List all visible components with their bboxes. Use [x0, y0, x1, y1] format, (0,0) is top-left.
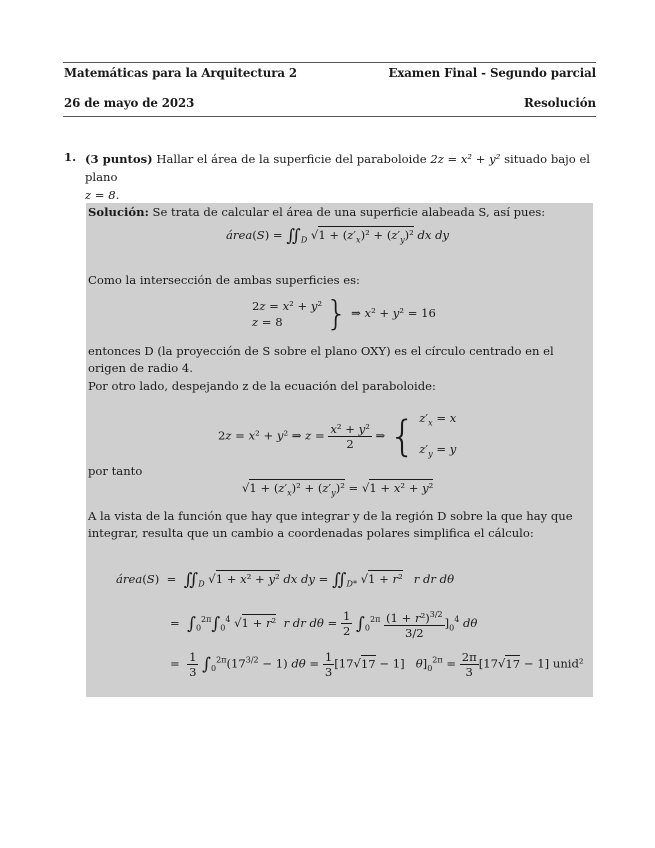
- polar-step-1: área(S) = $∬_D$ √1 + x² + y² dx dy = $∬_{D*}$ √1 + r² r dr dθ: [116, 570, 455, 590]
- exam-title: Examen Final - Segundo parcial: [388, 66, 596, 80]
- polar-text: A la vista de la función que hay que integrar y de la región D sobre la que hay que integrar, resulta que un cambio a coordenadas polares simplifica el cálculo:: [88, 509, 573, 540]
- intersection-text: Como la intersección de ambas superficies es:: [88, 273, 360, 287]
- polar-step-2: = $\int_0^{2\pi}\int_0^4$ √1 + r² r dr dθ = $\frac{1}{2}$ $\int_0^{2\pi}$ $\frac{(1 + r^2)^{3/2}}{3/2}$ ]$_0^4$ dθ: [170, 609, 478, 640]
- question-text-c: z = 8.: [85, 188, 120, 202]
- solution-label: Solución:: [88, 205, 149, 219]
- course-title: Matemáticas para la Arquitectura 2: [64, 66, 297, 80]
- projection-text: entonces D (la proyección de S sobre el plano OXY) es el círculo centrado en el origen de radio 4.: [88, 344, 554, 375]
- solution-intro: Se trata de calcular el área de una superficie alabeada S, así pues:: [152, 205, 546, 219]
- partial-derivatives: 2z = x² + y² ⇒ z = $\frac{\text{x² + y²}}{2}$ ⇒ { $z'_x = x$ $z'_y = y$: [218, 411, 457, 461]
- intersection-system: 2z = x² + y² z = 8 } ⇒ x² + y² = 16: [252, 294, 436, 334]
- question-equation: 2z = x² + y²: [430, 152, 501, 166]
- question-number: 1.: [64, 150, 77, 164]
- area-formula: área(S) = $∬_D$ $√1 + (z'_x)^2 + (z'_y)^2$ dx dy: [226, 226, 450, 246]
- document-type: Resolución: [524, 96, 596, 110]
- header-bottom-rule: [63, 116, 596, 117]
- question-statement: [85, 150, 597, 204]
- question-text-a: Hallar el área de la superficie del paraboloide: [156, 152, 427, 166]
- solve-z-text: Por otro lado, despejando z de la ecuación del paraboloide:: [88, 379, 436, 393]
- solution-intro-line: [88, 204, 591, 221]
- polar-step-3: = $\frac{1}{3}$ $\int_0^{2\pi}(17^{3/2} - 1) d\theta$ = $\frac{1}{3}$ [17√17 − 1] $\theta]_0^{2\pi}$ = $\frac{2\pi}{3}$ [17√17 − 1] unid²: [170, 650, 584, 679]
- therefore-text: por tanto: [88, 464, 143, 478]
- integrand-simplified: $√1 + (z'_x)^2 + (z'_y)^2 = √1 + x^2 + y^2$: [242, 481, 434, 498]
- question-points: (3 puntos): [85, 152, 153, 166]
- exam-date: 26 de mayo de 2023: [64, 96, 195, 110]
- question-text-b: situado bajo el plano: [85, 152, 591, 184]
- header-top-rule: [63, 62, 596, 63]
